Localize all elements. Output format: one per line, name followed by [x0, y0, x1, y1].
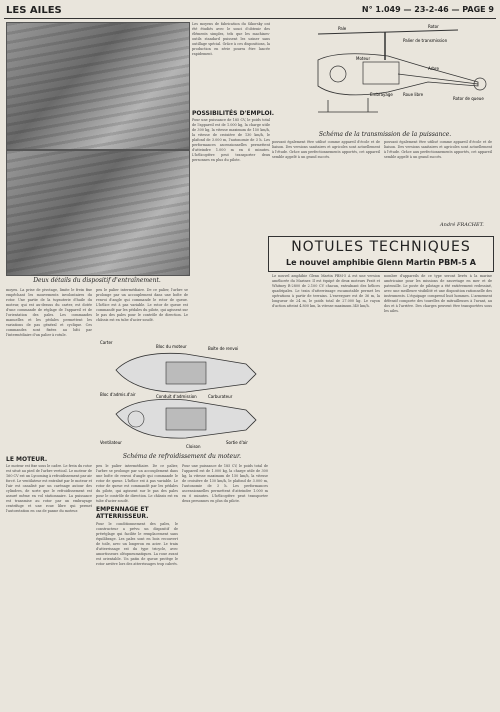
photo-transmission: [6, 150, 190, 276]
paragraph: Pour une puissance de 185 CV, le poids total de l'appareil est de 1.000 kg, la charge utile de 300 kg, la vitesse maximum de 150 km/h, la vitesse de croisière de 130 km/h, le plafond de 3.000 m, l'autonomie de 3 h. Les performances ascensionnelles permettent d'atteindre 1.000 m en 6 minutes. L'hélicoptère peut transporter deux personnes en plus du pilote.: [192, 118, 270, 162]
label-roue-libre: Roue libre: [403, 92, 424, 97]
label-bloc-moteur: Bloc du moteur: [156, 344, 187, 349]
engine-diagram-caption: Schéma de refroidissement du moteur.: [122, 453, 242, 460]
label-bloc-admission: Bloc d'admis.d'air: [100, 392, 136, 397]
label-embrayage: Embrayage: [370, 92, 393, 97]
page-header: [4, 4, 496, 19]
label-conduit: Conduit d'admission: [156, 394, 197, 399]
publication-name: LES AILES: [6, 5, 62, 16]
notules-title: NOTULES TECHNIQUES: [291, 239, 471, 255]
article-column-3: [192, 22, 270, 108]
transmission-caption: Schéma de la transmission de la puissance.: [318, 131, 452, 138]
label-carter: Carter: [100, 340, 113, 345]
author-signature: André FRACHET.: [440, 222, 484, 228]
label-sortie-air: Sortie d'air: [226, 440, 248, 445]
label-boite-renvoi: Boîte de renvoi: [208, 346, 239, 351]
article-column-4a: [272, 140, 380, 210]
paragraph: Pour le conditionnement des pales, le constructeur a prévu un dispositif de préréglage qui facilite le remplacement sans équilibrage. Les pales sont en bois recouvert de toile, avec un longeron en acier. Le train d'atterrissage est du type tricycle, avec amortisseurs oléopneumatiques. La roue avant est orientable. Un patin de queue protège le rotor arrière lors des atterrissages trop cabrés.: [96, 522, 178, 566]
label-arbre: Arbre: [428, 66, 439, 71]
heading-moteur: LE MOTEUR.: [6, 456, 48, 463]
heading-possibilites: POSSIBILITÉS D'EMPLOI.: [192, 110, 275, 117]
photo-rotor-hub: [6, 22, 190, 150]
article-column-4b: [272, 274, 380, 706]
article-column-4c: [384, 140, 492, 210]
article-column-2: [96, 288, 188, 328]
label-carburateur: Carburateur: [208, 394, 233, 399]
paragraph: pouvant également être utilisé comme appareil d'école et de liaison. Des versions sanitaires et agricoles sont actuellement à l'étude. Grâce aux perfectionnements apportés, cet appareil semble appelé à un grand succès.: [272, 140, 380, 159]
engine-cooling-diagram: [96, 330, 268, 452]
article-column-1: [6, 288, 92, 450]
label-moteur: Moteur: [356, 56, 371, 61]
article-column-2c: [96, 522, 178, 706]
label-pale: Pale: [338, 26, 347, 31]
article-column-5: [384, 274, 492, 706]
paragraph: moyeu. La prise de pivotage, limite le frein fixe empêchant les mouvements involontaires du rotor. Une partie de la tuyauterie d'huile du moteur, qui est au-dessus du carter, est dotée d'une commande de réglage de l'appareil et de l'orientation des pales. Les commandes manuelles et les pédales permettent les variations de pas général et cyclique. Ces commandes sont fixées au bâti par l'intermédiaire d'un palier à rotule.: [6, 288, 92, 337]
label-cloison: Cloison: [186, 444, 201, 449]
paragraph: peu le palier intermédiaire. De ce palier, l'arbre se prolonge par un accouplement dans une boîte de renvoi d'angle qui commande le rotor de queue. L'hélice est à pas variable. Le rotor de queue est commandé par les pédales du pilote, qui agissent sur le pas des pales pour le contrôle de direction. Le châssis est en tube d'acier soudé.: [96, 464, 178, 503]
photos-caption: Deux détails du dispositif d'entraînement.: [33, 277, 161, 284]
paragraph: peu le palier intermédiaire. De ce palier, l'arbre se prolonge par un accouplement dans une boîte de renvoi d'angle qui commande le rotor de queue. L'hélice est à pas variable. Le rotor de queue est commandé par les pédales du pilote, qui agissent sur le pas des pales pour le contrôle de direction. Le châssis est en tube d'acier soudé.: [96, 288, 188, 322]
article-column-3c: [182, 464, 268, 706]
heading-empennage: EMPENNAGE ET ATTERRISSEUR.: [96, 506, 149, 520]
label-rotor: Rotor: [428, 24, 439, 29]
article-column-2b: [96, 464, 178, 504]
article-column-1b: [6, 464, 92, 706]
transmission-diagram: [278, 20, 492, 130]
article-column-3b: [192, 118, 270, 274]
paragraph: Le nouvel amphibie Glenn Martin PBM-5 A est une version améliorée du Mariner. Il est équipé de deux moteurs Pratt et Whitney R-2800 de 2.100 CV chacun, entraînant des hélices quadripales. Le train d'atterrissage escamotable permet les opérations à partir de terrains. L'envergure est de 36 m, la longueur de 24 m, le poids total de 27.000 kg. Le rayon d'action atteint 4.800 km, la vitesse maximum 340 km/h.: [272, 274, 380, 308]
paragraph: Les moyens de fabrication du Sikorsky ont été étudiés avec le souci d'obtenir des éléments simples, tels que les machines-outils standard puissent les usiner sans outillage spécial. Grâce à ces dispositions, la production en série pourra être lancée rapidement.: [192, 22, 270, 56]
issue-info: N° 1.049 — 23-2-46 — PAGE 9: [361, 5, 494, 14]
paragraph: pouvant également être utilisé comme appareil d'école et de liaison. Des versions sanitaires et agricoles sont actuellement à l'étude. Grâce aux perfectionnements apportés, cet appareil semble appelé à un grand succès.: [384, 140, 492, 159]
label-ventilateur: Ventilateur: [100, 440, 122, 445]
label-palier: Palier de transmission: [403, 38, 448, 43]
paragraph: Pour une puissance de 185 CV, le poids total de l'appareil est de 1.000 kg, la charge utile de 300 kg, la vitesse maximum de 150 km/h, la vitesse de croisière de 130 km/h, le plafond de 3.000 m, l'autonomie de 3 h. Les performances ascensionnelles permettent d'atteindre 1.000 m en 6 minutes. L'hélicoptère peut transporter deux personnes en plus du pilote.: [182, 464, 268, 503]
notules-subtitle: Le nouvel amphibie Glenn Martin PBM-5 A: [286, 258, 476, 267]
paragraph: nombre d'appareils de ce type seront livrés à la marine américaine pour les missions de sauvetage en mer et de patrouille. Le poste de pilotage a été entièrement redessiné, avec une meilleure visibilité et une disposition rationnelle des instruments. L'équipage comprend huit hommes. L'armement défensif comporte des tourelles de mitrailleuses à l'avant, au dos et à l'arrière. Des charges peuvent être transportées sous les ailes.: [384, 274, 492, 313]
notules-box: [268, 236, 494, 272]
label-rotor-queue: Rotor de queue: [453, 96, 484, 101]
paragraph: Le moteur est fixe sous le cadre. Le frein du rotor est situé au pied de l'arbre vertical. Le moteur de 160 CV est un Lycoming à refroidissement par air forcé. Le ventilateur est entraîné par le moteur et l'air est canalisé par un carénage autour des cylindres, de sorte que le refroidissement est assuré même en vol stationnaire. La puissance est transmise au rotor par un embrayage centrifuge et une roue libre qui permet l'autorotation en cas de panne du moteur.: [6, 464, 92, 513]
